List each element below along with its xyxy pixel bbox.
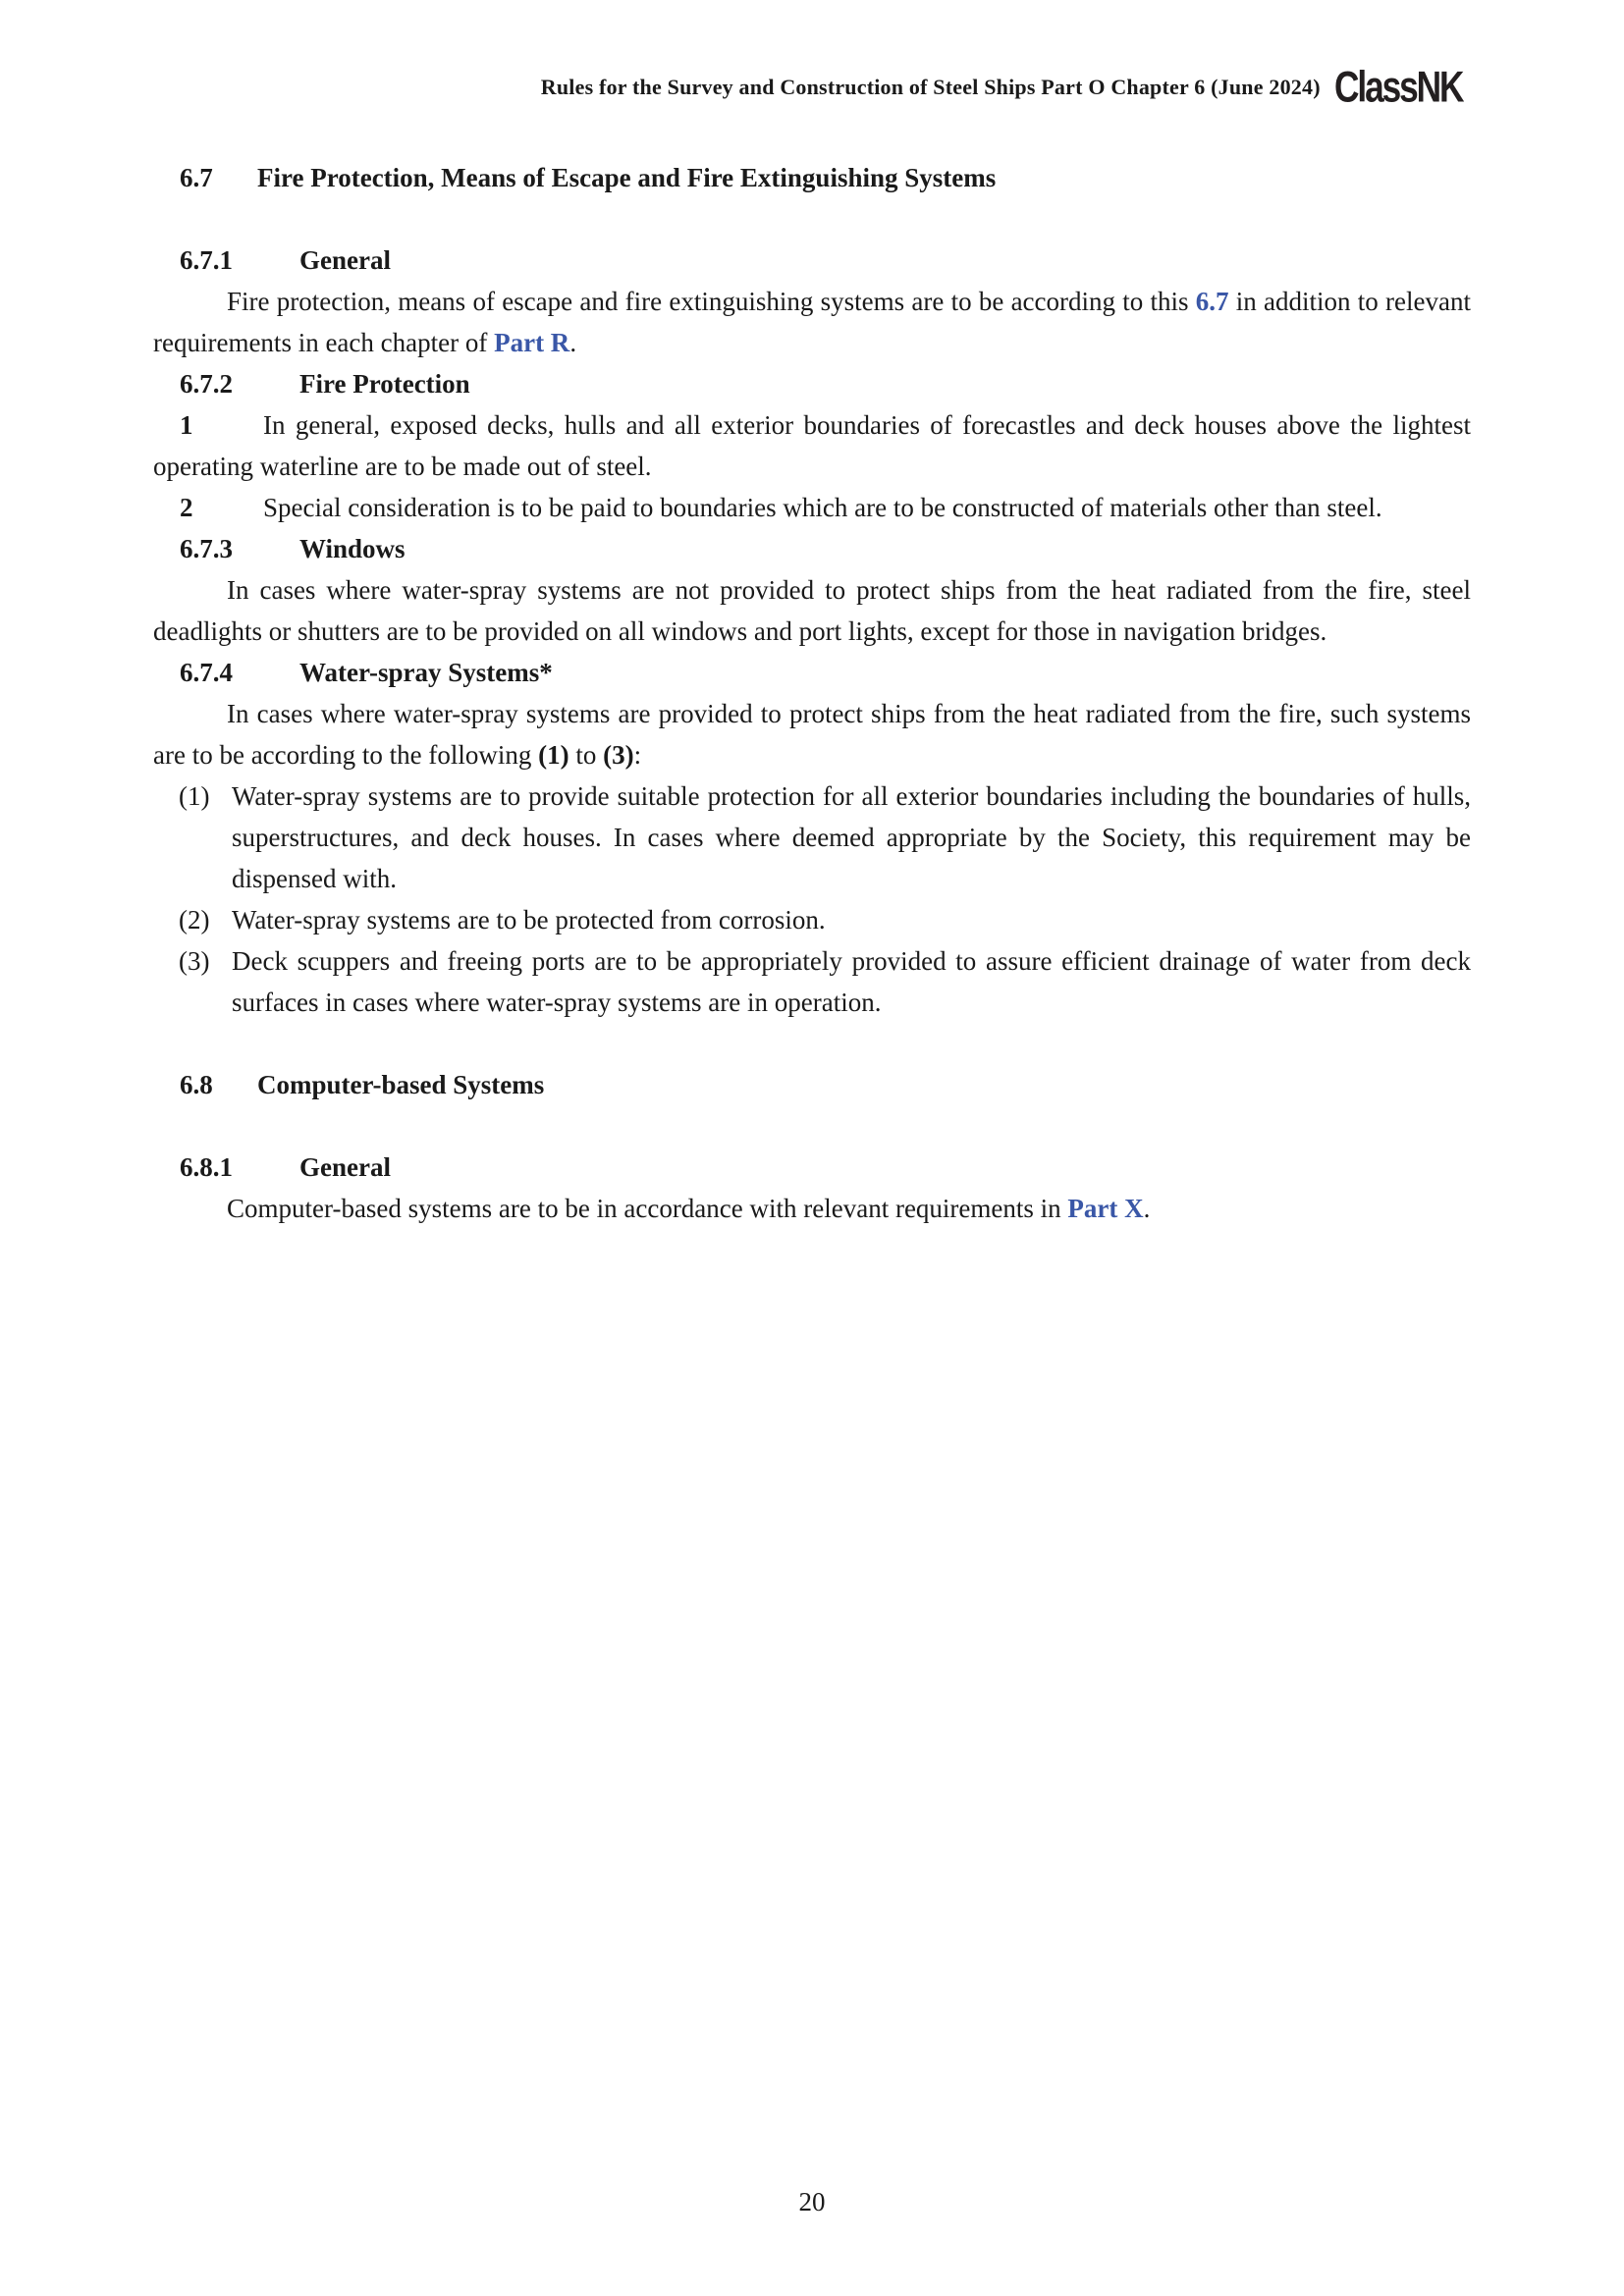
heading-number: 6.8.1 — [180, 1152, 233, 1182]
bold-text: (3) — [603, 740, 634, 770]
text-segment: : — [633, 740, 642, 770]
paragraph — [153, 281, 1471, 363]
numbered-item — [153, 404, 1471, 487]
text-segment: Water-spray systems are to provide suitable protection for all exterior boundaries including the boundaries of hulls, superstructures, and deck houses. In cases where deemed appropriate by the Society, this requirement may be dispensed with. — [232, 781, 1471, 893]
heading-number: 6.7.3 — [180, 534, 233, 563]
subsection-heading — [153, 240, 1471, 281]
list-item-marker: (3) — [179, 946, 210, 976]
numbered-item — [153, 487, 1471, 528]
page-footer — [0, 2181, 1624, 2222]
text-segment: . — [569, 328, 577, 357]
heading-number: 6.7.4 — [180, 658, 233, 687]
text-segment: in addition to relevant requirements in each chapter of — [153, 287, 1472, 357]
list-item — [179, 899, 1471, 940]
list-item — [179, 775, 1471, 899]
page-header — [540, 62, 1487, 112]
heading-title: Computer-based Systems — [257, 1070, 545, 1099]
document-title: Rules for the Survey and Construction of Steel Ships Part O Chapter 6 (June 2024) — [540, 75, 1321, 99]
paragraph — [153, 569, 1471, 652]
blank-line — [153, 1105, 1471, 1147]
heading-title: Water-spray Systems* — [299, 658, 553, 687]
text-segment: Deck scuppers and freeing ports are to be appropriately provided to assure efficient drainage of water from deck surfaces in cases where water-spray systems are in operation. — [232, 946, 1471, 1017]
heading-number: 6.7 — [180, 163, 213, 192]
list-item-marker: (2) — [179, 905, 210, 934]
heading-title: General — [299, 1152, 391, 1182]
cross-reference-link[interactable]: 6.7 — [1195, 287, 1229, 316]
section-heading — [153, 157, 1471, 198]
page-number: 20 — [798, 2187, 826, 2216]
item-number: 2 — [180, 493, 193, 522]
heading-number: 6.8 — [180, 1070, 213, 1099]
text-segment: Fire protection, means of escape and fire extinguishing systems are to be according to this — [227, 287, 1196, 316]
subsection-heading — [153, 1147, 1471, 1188]
subsection-heading — [153, 528, 1471, 569]
text-segment: . — [1143, 1194, 1151, 1223]
text-segment: In general, exposed decks, hulls and all exterior boundaries of forecastles and deck houses above the lightest operating waterline are to be made out of steel. — [153, 410, 1471, 481]
text-segment: In cases where water-spray systems are provided to protect ships from the heat radiated from the fire, such systems are to be according to the following — [153, 699, 1471, 770]
heading-title: Fire Protection — [299, 369, 470, 399]
list-item-marker: (1) — [179, 781, 210, 811]
heading-title: General — [299, 245, 391, 275]
text-segment: Water-spray systems are to be protected from corrosion. — [232, 905, 826, 934]
blank-line — [153, 1023, 1471, 1064]
text-segment: Computer-based systems are to be in accordance with relevant requirements in — [227, 1194, 1068, 1223]
cross-reference-link[interactable]: Part X — [1067, 1194, 1144, 1223]
text-segment: In cases where water-spray systems are not provided to protect ships from the heat radiated from the fire, steel deadlights or shutters are to be provided on all windows and port lights, except for those in navigation bridges. — [153, 575, 1471, 646]
item-number: 1 — [180, 410, 193, 440]
text-segment: Special consideration is to be paid to boundaries which are to be constructed of materials other than steel. — [263, 493, 1382, 522]
list-item — [179, 940, 1471, 1023]
document-body — [153, 157, 1471, 1229]
subsection-heading — [153, 363, 1471, 404]
section-heading — [153, 1064, 1471, 1105]
heading-title: Windows — [299, 534, 406, 563]
heading-title: Fire Protection, Means of Escape and Fire Extinguishing Systems — [257, 163, 997, 192]
heading-number: 6.7.2 — [180, 369, 233, 399]
classnk-logo: ClassNK — [1333, 62, 1463, 112]
heading-number: 6.7.1 — [180, 245, 233, 275]
bold-text: (1) — [538, 740, 569, 770]
blank-line — [153, 198, 1471, 240]
cross-reference-link[interactable]: Part R — [494, 328, 570, 357]
text-segment: to — [568, 740, 604, 770]
subsection-heading — [153, 652, 1471, 693]
paragraph — [153, 1188, 1471, 1229]
paragraph — [153, 693, 1471, 775]
